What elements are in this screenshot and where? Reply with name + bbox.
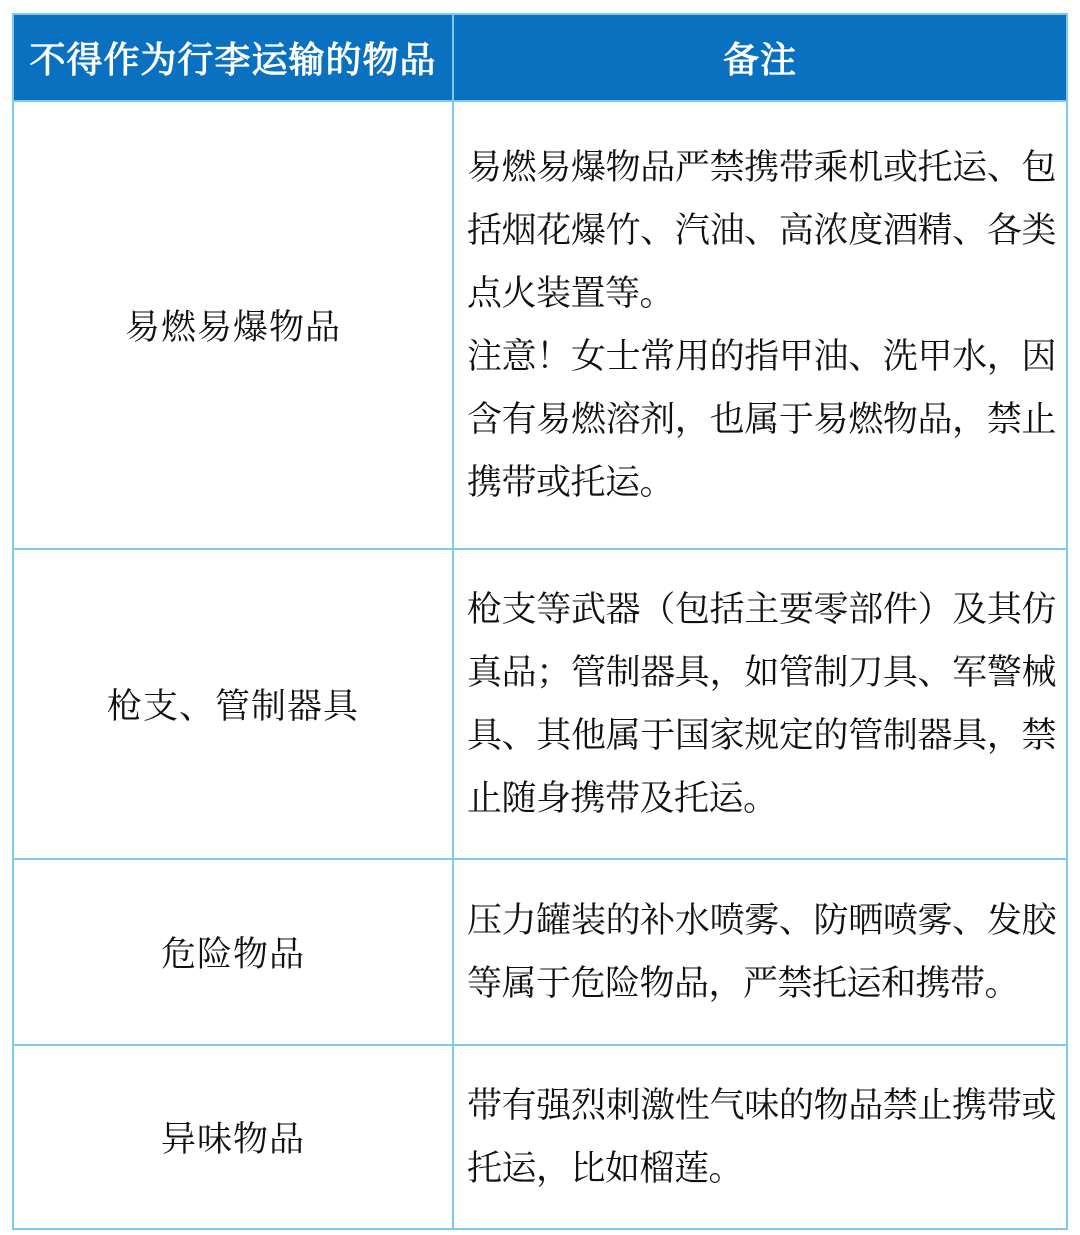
item-cell-guns-controlled-instruments: 枪支、管制器具 [13, 549, 453, 859]
table-row-odorous-items [13, 1045, 1067, 1229]
remark-cell-guns-controlled-instruments [453, 549, 1067, 859]
table-row-guns-controlled-instruments [13, 549, 1067, 859]
remark-paragraph: 带有强烈刺激性气味的物品禁止携带或托运，比如榴莲。 [467, 1086, 1056, 1188]
table-header-row [13, 14, 1067, 101]
item-cell-odorous-items: 异味物品 [13, 1045, 453, 1229]
table-row-flammable-explosive [13, 101, 1067, 549]
column-header-prohibited-items: 不得作为行李运输的物品 [13, 14, 453, 101]
remark-paragraph: 压力罐装的补水喷雾、防晒喷雾、发胶等属于危险物品，严禁托运和携带。 [467, 901, 1056, 1003]
table-row-dangerous-goods [13, 859, 1067, 1045]
remark-paragraph: 易燃易爆物品严禁携带乘机或托运、包括烟花爆竹、汽油、高浓度酒精、各类点火装置等。 [467, 148, 1056, 313]
remark-cell-odorous-items [453, 1045, 1067, 1229]
remark-paragraph: 注意！女士常用的指甲油、洗甲水，因含有易燃溶剂，也属于易燃物品，禁止携带或托运。 [467, 337, 1056, 502]
remark-cell-flammable-explosive [453, 101, 1067, 549]
item-cell-dangerous-goods: 危险物品 [13, 859, 453, 1045]
remark-cell-dangerous-goods [453, 859, 1067, 1045]
remark-paragraph: 枪支等武器（包括主要零部件）及其仿真品；管制器具，如管制刀具、军警械具、其他属于国家规定的管制器具，禁止随身携带及托运。 [467, 590, 1056, 818]
column-header-remarks: 备注 [453, 14, 1067, 101]
prohibited-items-table [12, 13, 1068, 1230]
item-cell-flammable-explosive: 易燃易爆物品 [13, 101, 453, 549]
